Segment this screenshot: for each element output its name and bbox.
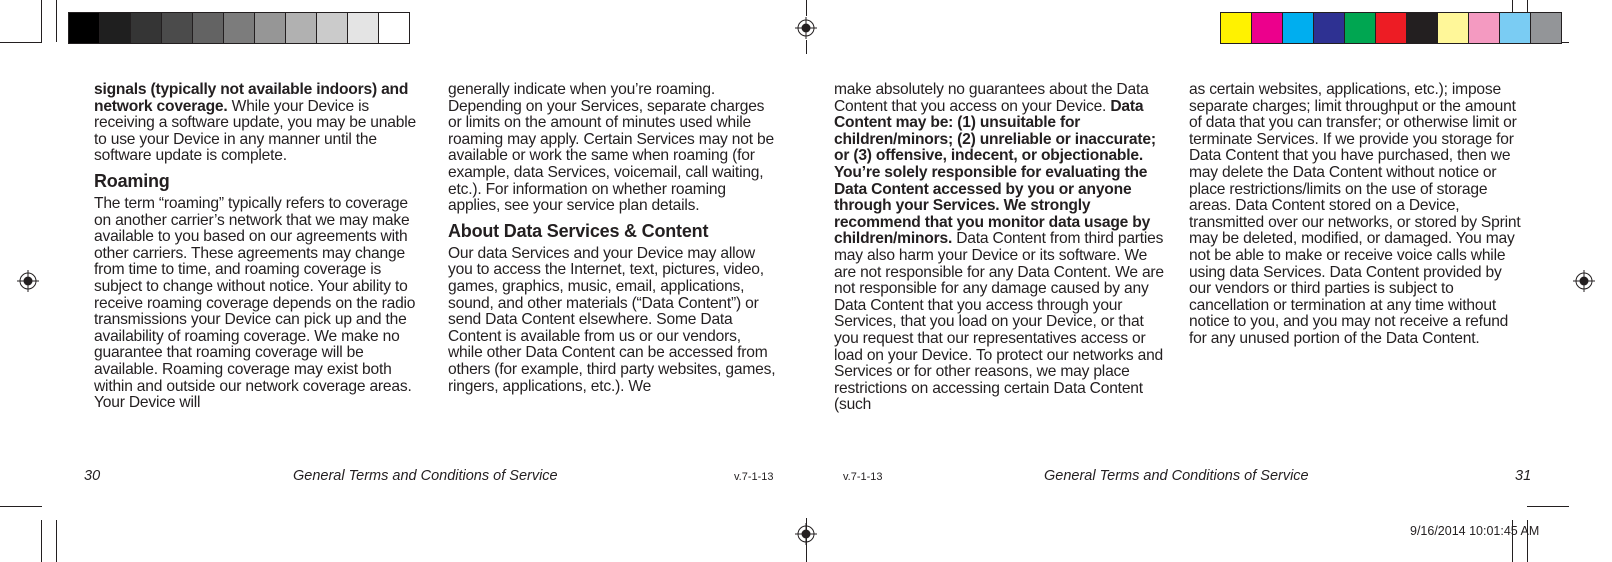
color-swatch: [1344, 13, 1375, 43]
paragraph: The term “roaming” typically refers to coverage on another carrier’s network that we may make available to you based on our agreements with other carriers. These agreements may change from time to time, and roaming coverage is subject to change without notice. Your ability to receive roaming coverage depends on the radio transmissions your Device can pick up and the availability of roaming coverage. We make no guarantee that roaming coverage will be available. Roaming coverage may exist both within and outside our network coverage areas. Your Device will: [94, 194, 416, 412]
paragraph: [94, 82, 427, 165]
color-swatch: [1406, 13, 1437, 43]
color-swatch: [192, 13, 223, 43]
color-swatch: [1530, 13, 1561, 43]
page-number: 31: [1515, 468, 1532, 484]
color-swatch: [130, 13, 161, 43]
color-swatch: [378, 13, 409, 43]
section-heading-data-services: About Data Services & Content: [448, 220, 709, 241]
paragraph: [834, 82, 1169, 414]
color-swatch: [1375, 13, 1406, 43]
left-page-column-1: [94, 82, 427, 412]
version-label: v.7-1-13: [843, 471, 883, 483]
bold-text: signals (typically not available indoors) and network coverage.: [94, 81, 409, 115]
page-number: 30: [84, 468, 101, 484]
right-page-column-1: [834, 82, 1169, 414]
right-page-column-2: [1189, 82, 1524, 348]
color-swatch: [1282, 13, 1313, 43]
body-text: make absolutely no guarantees about the Data Content that you access on your Device.: [834, 81, 1149, 115]
footer-title: General Terms and Conditions of Service: [1044, 468, 1309, 484]
color-swatch: [1221, 13, 1251, 43]
color-swatch: [223, 13, 254, 43]
registration-mark-icon: [795, 17, 817, 39]
registration-mark-icon: [1573, 270, 1595, 292]
grayscale-color-bar: [68, 12, 410, 44]
color-swatch: [1313, 13, 1344, 43]
paragraph: generally indicate when you’re roaming. Depending on your Services, separate charges or limits on the amount of minutes used while roaming may apply. Certain Services may not be available or work the same when roaming (for example, data Services, voicemail, call waiting, etc.). For information on whether roaming applies, see your service plan details.: [448, 81, 774, 215]
registration-mark-icon: [795, 523, 817, 545]
body-text: Data Content from third parties may also harm your Device or its software. We are not responsible for any Data Content. We are not responsible for any damage caused by any Data Content that you access through your Services, that you load on your Device, or that you request that our representatives access or load on your Device. To protect our networks and Services or for other reasons, we may place restrictions on accessing certain Data Content (such: [834, 230, 1164, 414]
left-page-column-2: [448, 82, 778, 395]
process-color-bar: [1220, 12, 1562, 44]
section-heading-roaming: Roaming: [94, 170, 170, 191]
color-swatch: [1499, 13, 1530, 43]
color-swatch: [316, 13, 347, 43]
color-swatch: [285, 13, 316, 43]
color-swatch: [1468, 13, 1499, 43]
version-label: v.7-1-13: [734, 471, 774, 483]
color-swatch: [254, 13, 285, 43]
color-swatch: [99, 13, 130, 43]
color-swatch: [347, 13, 378, 43]
paragraph: Our data Services and your Device may allow you to access the Internet, text, pictures, video, games, graphics, music, email, applications, sound, and other materials (“Data Content”) or send Data Content elsewhere. Some Data Content is available from us or our vendors, while other Data Content can be accessed from others (for example, third party websites, games, ringers, applications, etc.). We: [448, 244, 776, 395]
color-swatch: [1437, 13, 1468, 43]
print-timestamp: 9/16/2014 10:01:45 AM: [1410, 524, 1540, 538]
color-swatch: [69, 13, 99, 43]
color-swatch: [1251, 13, 1282, 43]
footer-title: General Terms and Conditions of Service: [293, 468, 558, 484]
registration-mark-icon: [17, 270, 39, 292]
body-text: While your Device is receiving a software update, you may be unable to use your Device in any manner until the software update is complete.: [94, 97, 416, 165]
color-swatch: [161, 13, 192, 43]
bold-text: Data Content may be: (1) unsuitable for children/minors; (2) unreliable or inaccurate; or (3) offensive, indecent, or objectionable. You’re solely responsible for evaluating the Data Content accessed by you or anyone through your Services. We strongly recommend that you monitor data usage by children/minors.: [834, 97, 1156, 248]
paragraph: as certain websites, applications, etc.); impose separate charges; limit throughput or the amount of data that you can transfer; or otherwise limit or terminate Services. If we provide you storage for Data Content that you have purchased, then we may delete the Data Content without notice or place restrictions/limits on the use of storage areas. Data Content stored on a Device, transmitted over our networks, or stored by Sprint may be deleted, modified, or damaged. You may not be able to make or receive voice calls while using data Services. Data Content provided by our vendors or third parties is subject to cancellation or termination at any time without notice to you, and you may not receive a refund for any unused portion of the Data Content.: [1189, 81, 1521, 347]
